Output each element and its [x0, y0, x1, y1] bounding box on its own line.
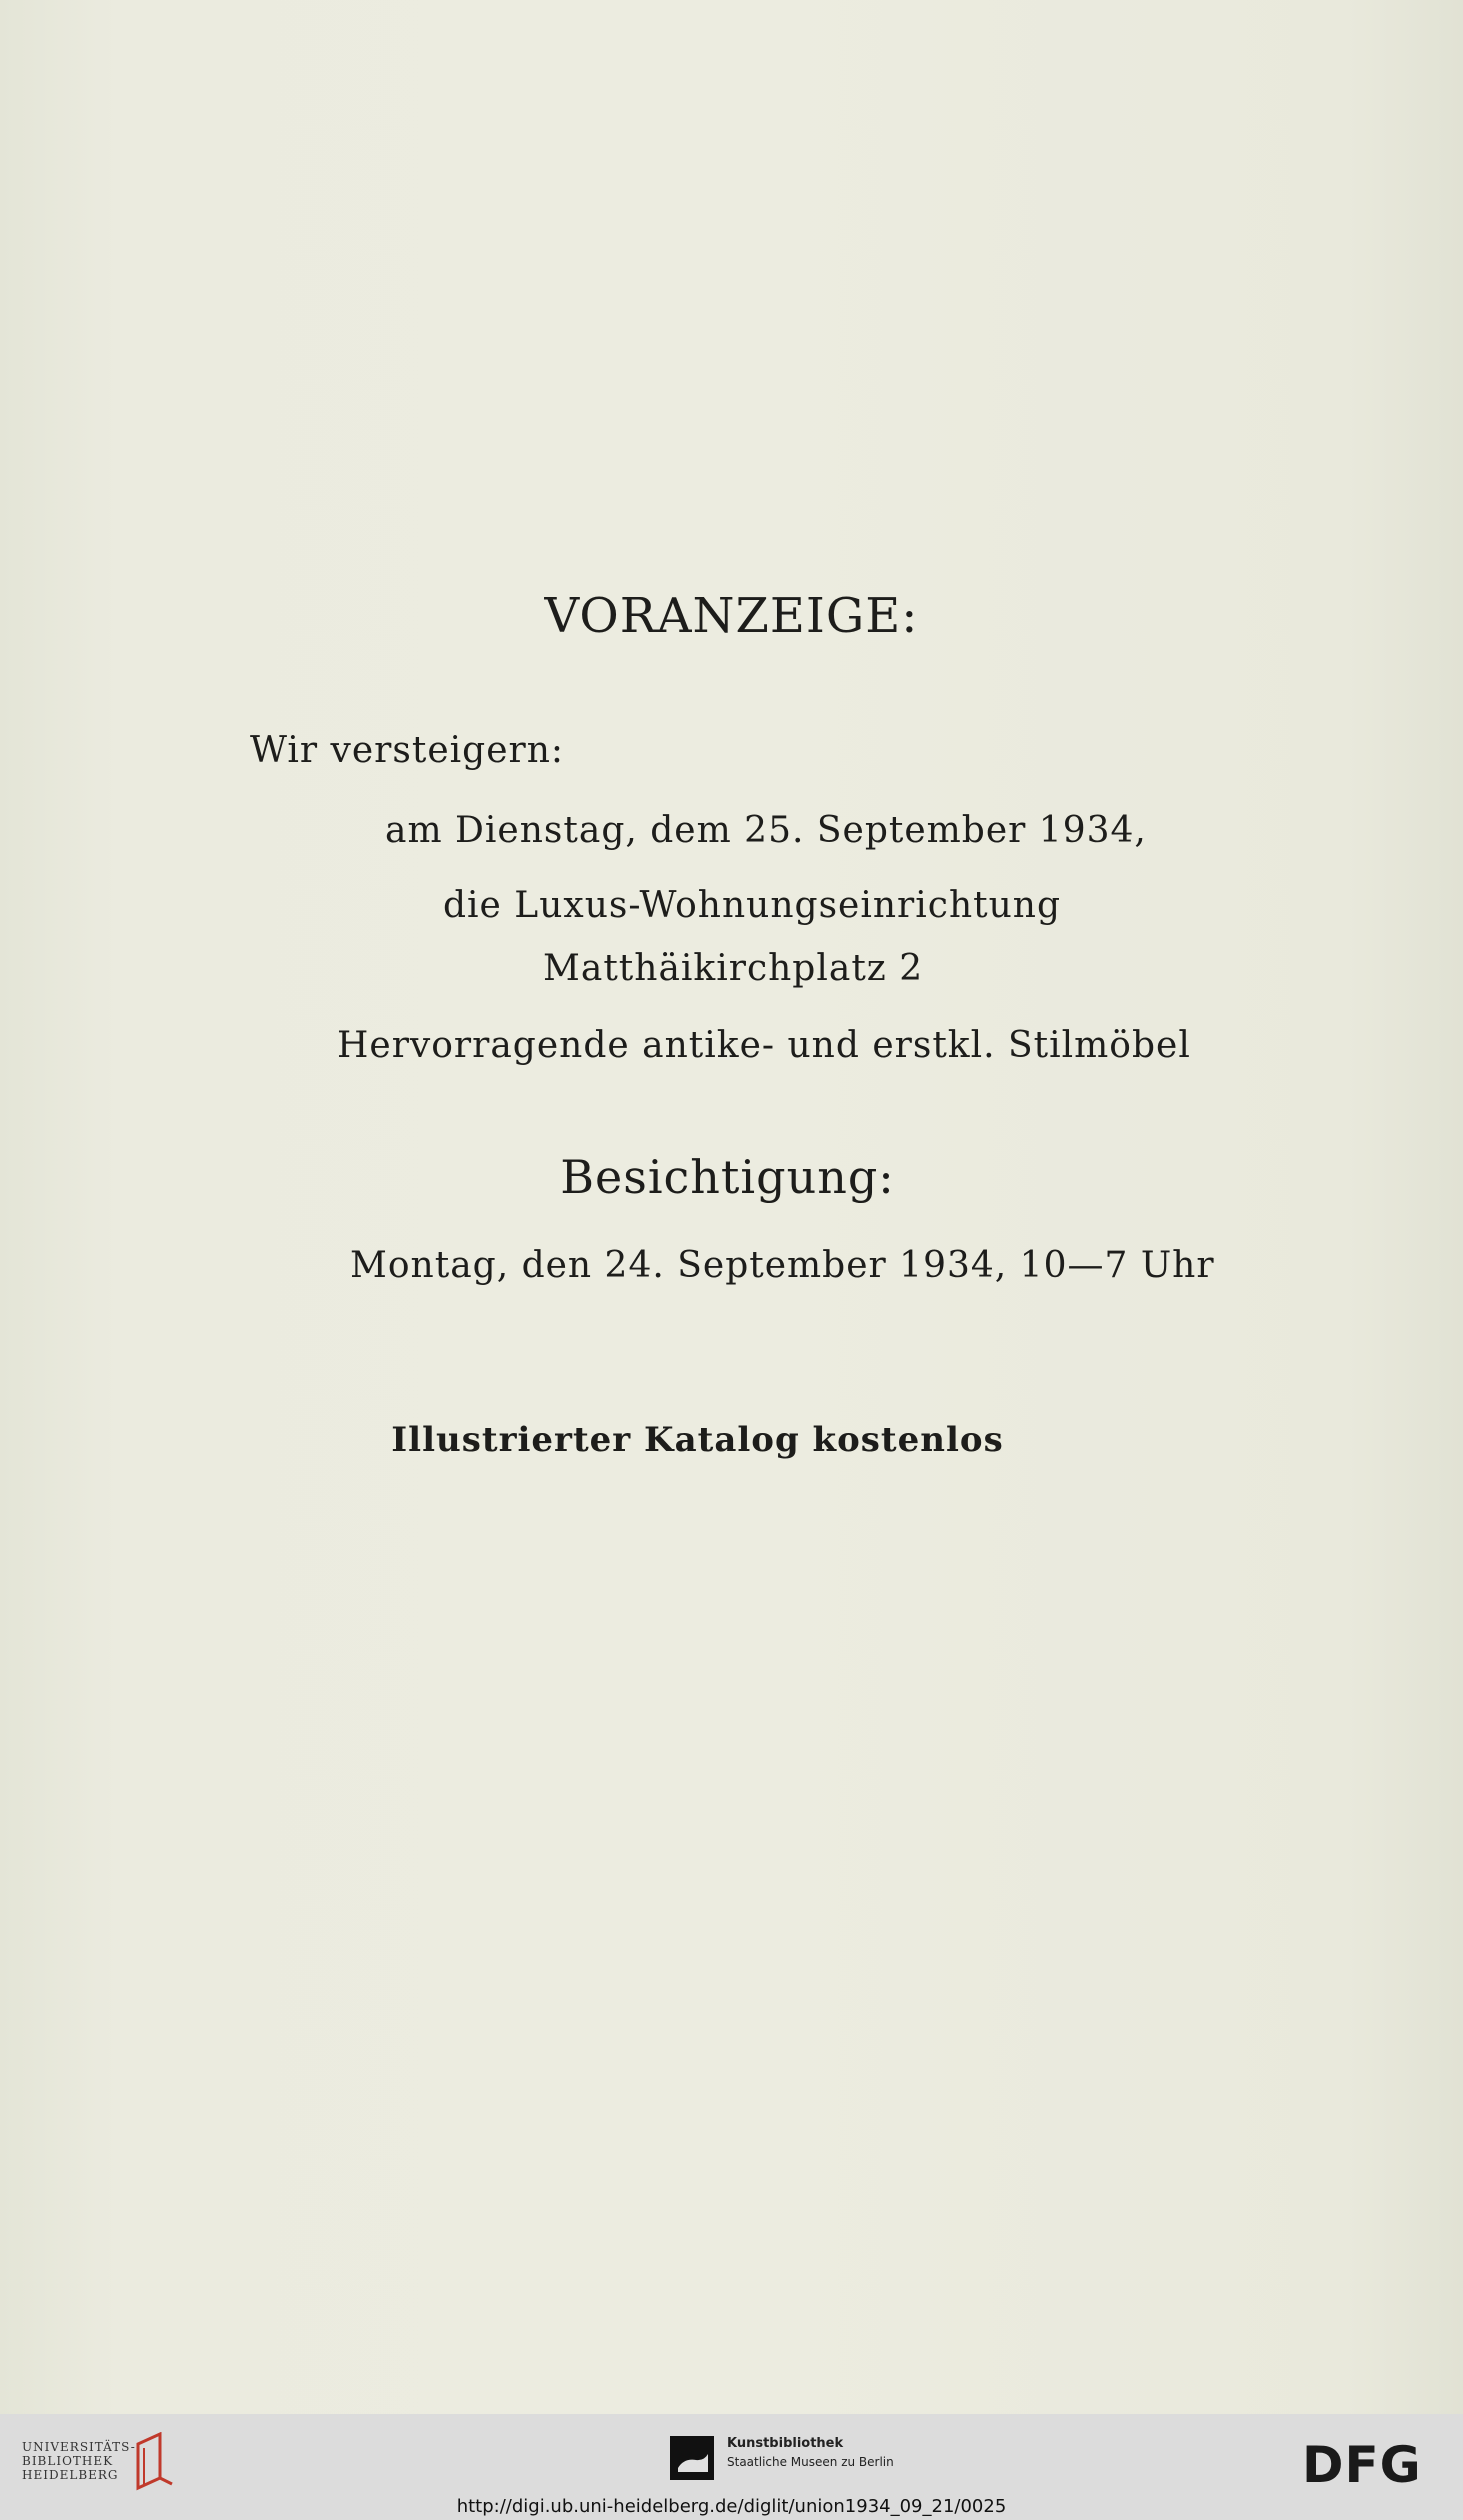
- address-line: Matthäikirchplatz 2: [543, 948, 924, 989]
- kunstbibliothek-logo-icon: [670, 2436, 714, 2484]
- page-title: VORANZEIGE:: [544, 588, 919, 644]
- dfg-logo: DFG: [1302, 2436, 1422, 2494]
- ub-heidelberg-logo-icon: [130, 2432, 176, 2496]
- viewing-time-line: Montag, den 24. September 1934, 10—7 Uhr: [350, 1245, 1215, 1286]
- ub-line: UNIVERSITÄTS-: [22, 2440, 136, 2454]
- ub-line: HEIDELBERG: [22, 2468, 119, 2482]
- kunstbibliothek-name: Kunstbibliothek: [727, 2436, 844, 2451]
- source-url[interactable]: http://digi.ub.uni-heidelberg.de/diglit/union1934_09_21/0025: [456, 2496, 1007, 2517]
- ub-line: BIBLIOTHEK: [22, 2454, 114, 2468]
- viewing-heading: Besichtigung:: [560, 1150, 895, 1204]
- kunstbibliothek-subtitle: Staatliche Museen zu Berlin: [727, 2455, 894, 2469]
- description-line: Hervorragende antike- und erstkl. Stilmöbel: [337, 1025, 1191, 1066]
- catalog-note: Illustrierter Katalog kostenlos: [391, 1420, 1004, 1460]
- kunstbibliothek-text: [727, 2436, 894, 2469]
- auction-date-line: am Dienstag, dem 25. September 1934,: [385, 810, 1147, 851]
- subject-line: die Luxus-Wohnungseinrichtung: [443, 885, 1062, 926]
- ub-heidelberg-logo-text: [22, 2440, 136, 2482]
- intro-line: Wir versteigern:: [250, 730, 565, 771]
